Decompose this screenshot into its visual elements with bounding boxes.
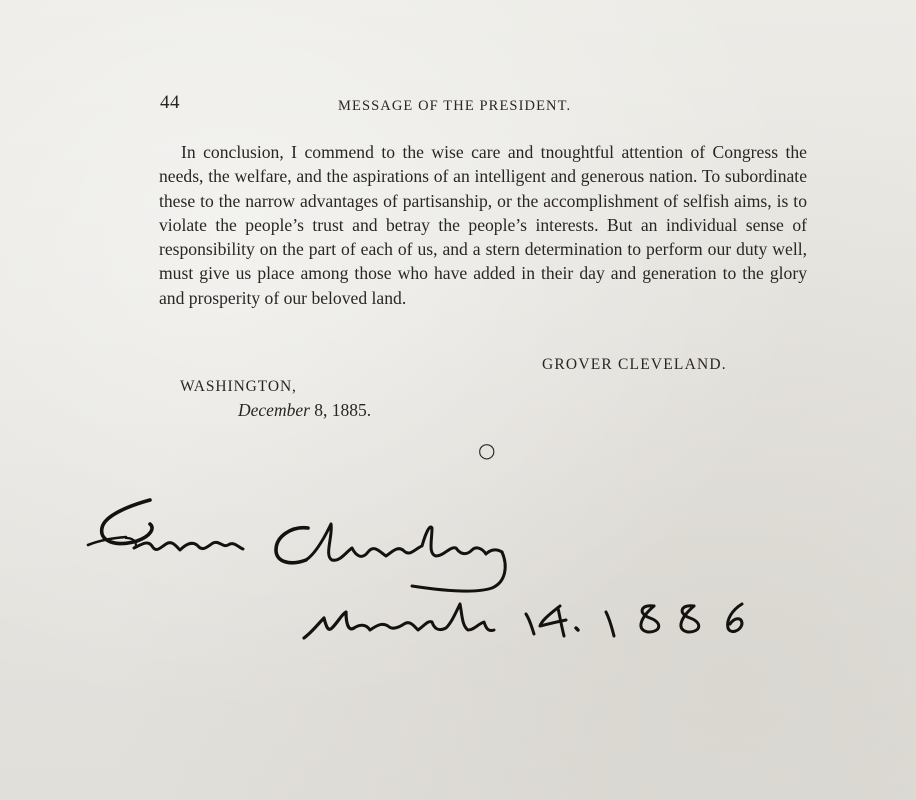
ornament-ring: ○: [478, 438, 496, 462]
printed-signature: GROVER CLEVELAND.: [542, 356, 727, 373]
message-paragraph: In conclusion, I commend to the wise care and tnoughtful attention of Congress the needs, the welfare, and the aspirations of an intelligent and generous nation. To subordinate these to the narrow advantages of partisanship, or the accomplishment of selfish aims, is to violate the people’s trust and betray the people’s interests. But an individual sense of responsibility on the part of each of us, and a stern determination to perform our duty well, must give us place among those who have added in their day and generation to the glory and prosperity of our beloved land.: [159, 142, 807, 308]
running-head: MESSAGE OF THE PRESIDENT.: [338, 98, 572, 114]
handwritten-signature: [88, 500, 505, 591]
handwritten-date: [304, 604, 742, 638]
page-number: 44: [160, 92, 180, 113]
dateline-date: [238, 400, 371, 421]
dateline-place: WASHINGTON,: [180, 378, 297, 395]
dateline-day-year: 8, 1885.: [309, 400, 372, 420]
dateline-month: December: [238, 400, 310, 420]
